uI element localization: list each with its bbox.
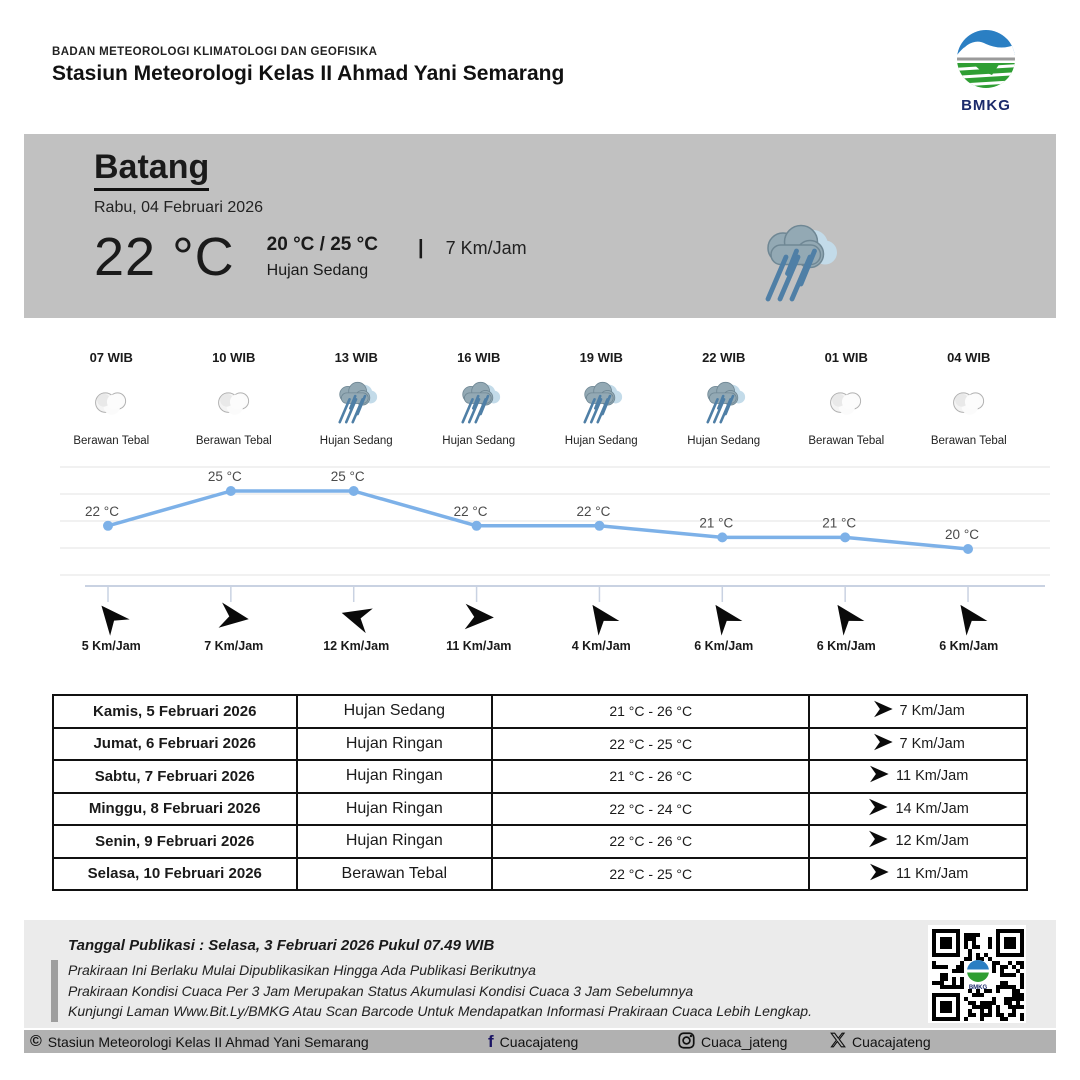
bottom-bar [24,1030,1056,1053]
hourly-condition: Hujan Sedang [564,435,638,447]
hourly-slot [50,350,173,447]
hourly-time: 22 WIB [702,350,746,365]
station-name: Stasiun Meteorologi Kelas II Ahmad Yani Semarang [52,62,565,85]
forecast-row [53,825,1027,858]
hourly-time: 10 WIB [212,350,256,365]
copyright-text: Stasiun Meteorologi Kelas II Ahmad Yani Semarang [47,1033,369,1050]
hourly-slot [295,350,418,447]
wind-speed: 4 Km/Jam [571,639,631,653]
separator: | [417,236,424,259]
qr-code [928,925,1026,1023]
svg-text:21 °C: 21 °C [822,515,857,531]
wind-direction-icon [867,796,889,822]
copyright-icon: © [30,1032,42,1050]
hourly-condition: Berawan Tebal [73,435,150,447]
wind-direction-icon [952,598,986,636]
forecast-temp-range: 21 °C - 26 °C [492,760,809,793]
svg-text:25 °C: 25 °C [330,469,365,484]
hourly-slot [908,350,1031,447]
current-date: Rabu, 04 Februari 2026 [94,199,263,216]
wind-direction-icon [868,763,890,789]
wind-speed: 7 Km/Jam [204,639,264,653]
hourly-slot [540,350,663,447]
forecast-day: Jumat, 6 Februari 2026 [53,728,297,761]
header [52,46,564,86]
wind-speed: 5 Km/Jam [81,639,141,653]
wind-direction-icon [94,598,128,636]
svg-text:22 °C: 22 °C [576,503,611,519]
hourly-condition: Hujan Sedang [319,435,393,447]
rain-moderate-icon [698,373,750,429]
agency-name: BADAN METEOROLOGI KLIMATOLOGI DAN GEOFISIKA [52,46,378,58]
hourly-time: 19 WIB [579,350,623,365]
forecast-row [53,793,1027,826]
forecast-row [53,760,1027,793]
hourly-time: 07 WIB [89,350,133,365]
rain-moderate-icon [575,373,627,429]
wind-direction-icon [867,828,889,854]
forecast-wind: 12 Km/Jam [895,833,969,850]
forecast-condition: Hujan Ringan [297,728,493,761]
hourly-condition: Hujan Sedang [442,435,516,447]
wind-direction-icon [868,861,890,887]
wind-speed: 6 Km/Jam [816,639,876,653]
facebook-icon: f [488,1031,494,1051]
hourly-condition: Berawan Tebal [930,435,1007,447]
wind-speed: 6 Km/Jam [694,639,754,653]
forecast-day: Kamis, 5 Februari 2026 [53,695,297,728]
wind-direction-icon [707,598,741,636]
wind-slot [295,598,418,653]
forecast-wind: 11 Km/Jam [896,865,969,882]
wind-slot [663,598,786,653]
cloud-thick-icon [208,373,260,429]
publication-date: Tanggal Publikasi : Selasa, 3 Februari 2026 Pukul 07.49 WIB [68,937,495,954]
daily-forecast-table [52,694,1028,891]
hourly-slot [663,350,786,447]
publication-block [24,920,1056,1028]
bmkg-logo-text: BMKG [961,97,1011,114]
svg-text:20 °C: 20 °C [945,527,979,542]
forecast-row [53,695,1027,728]
forecast-wind: 14 Km/Jam [895,800,969,817]
rain-moderate-icon [750,212,846,313]
forecast-temp-range: 22 °C - 26 °C [492,825,809,858]
wind-speed: 12 Km/Jam [323,639,390,653]
forecast-day: Minggu, 8 Februari 2026 [53,793,297,826]
publication-note: Kunjungi Laman Www.Bit.Ly/BMKG Atau Scan Barcode Untuk Mendapatkan Informasi Prakiraan Cuaca Lebih Lengkap. [68,1003,812,1019]
forecast-condition: Hujan Ringan [297,760,493,793]
publication-note: Prakiraan Ini Berlaku Mulai Dipublikasikan Hingga Ada Publikasi Berikutnya [68,962,536,978]
cloud-thick-icon [943,373,995,429]
hourly-time: 04 WIB [947,350,991,365]
x-twitter-icon [830,1032,846,1051]
forecast-condition: Hujan Ringan [297,825,493,858]
instagram-handle: Cuaca_jateng [701,1033,788,1050]
forecast-day: Senin, 9 Februari 2026 [53,825,297,858]
cloud-thick-icon [820,373,872,429]
forecast-temp-range: 21 °C - 26 °C [492,695,809,728]
forecast-row [53,728,1027,761]
publication-note: Prakiraan Kondisi Cuaca Per 3 Jam Merupakan Status Akumulasi Kondisi Cuaca 3 Jam Sebelumnya [68,982,694,999]
forecast-day: Selasa, 10 Februari 2026 [53,858,297,891]
wind-slot [540,598,663,653]
forecast-temp-range: 22 °C - 25 °C [492,728,809,761]
hourly-slot [173,350,296,447]
wind-direction-icon [872,698,894,724]
wind-slot [785,598,908,653]
bmkg-logo [950,28,1022,114]
forecast-temp-range: 22 °C - 25 °C [492,858,809,891]
forecast-day: Sabtu, 7 Februari 2026 [53,760,297,793]
facebook-handle: Cuacajateng [499,1033,579,1050]
svg-text:22 °C: 22 °C [453,503,488,519]
city-name: Batang [94,148,209,191]
bmkg-logo-icon [952,77,1020,94]
forecast-row [53,858,1027,891]
svg-text:25 °C: 25 °C [207,469,242,484]
wind-slot [173,598,296,653]
rain-moderate-icon [453,373,505,429]
svg-text:BMKG: BMKG [968,985,988,991]
current-condition: Hujan Sedang [266,262,369,279]
wind-direction-icon [339,598,373,636]
wind-speed: 6 Km/Jam [939,639,999,653]
hourly-slot [418,350,541,447]
hourly-time: 16 WIB [457,350,501,365]
wind-slot [50,598,173,653]
wind-slot [418,598,541,653]
hourly-time: 13 WIB [334,350,378,365]
wind-direction-icon [584,598,618,636]
rain-moderate-icon [330,373,382,429]
twitter-handle: Cuacajateng [852,1033,931,1050]
hourly-condition: Berawan Tebal [195,435,272,447]
current-temperature: 22 °C [94,227,235,287]
hourly-condition: Berawan Tebal [808,435,885,447]
current-conditions-card [24,134,1056,318]
forecast-condition: Berawan Tebal [297,858,493,891]
hourly-slot [785,350,908,447]
svg-text:21 °C: 21 °C [699,515,734,531]
wind-direction-icon [462,598,496,636]
current-wind-speed: 7 Km/Jam [445,237,527,258]
quote-bar [51,960,58,1022]
hourly-time: 01 WIB [824,350,868,365]
hourly-wind-strip [50,598,1030,653]
forecast-condition: Hujan Sedang [297,695,493,728]
wind-direction-icon [829,598,863,636]
hourly-condition: Hujan Sedang [687,435,761,447]
temperature-chart [60,455,1050,610]
svg-text:22 °C: 22 °C [85,503,119,519]
temperature-range: 20 °C / 25 °C [266,234,378,255]
instagram-icon [678,1032,695,1052]
wind-direction-icon [872,731,894,757]
wind-slot [908,598,1031,653]
forecast-wind: 11 Km/Jam [896,768,969,785]
forecast-wind: 7 Km/Jam [899,703,965,720]
forecast-condition: Hujan Ringan [297,793,493,826]
hourly-forecast-strip [50,350,1030,447]
publication-notes [68,960,812,1022]
forecast-wind: 7 Km/Jam [899,735,965,752]
forecast-temp-range: 22 °C - 24 °C [492,793,809,826]
cloud-thick-icon [85,373,137,429]
wind-direction-icon [217,598,251,636]
wind-speed: 11 Km/Jam [446,639,512,653]
